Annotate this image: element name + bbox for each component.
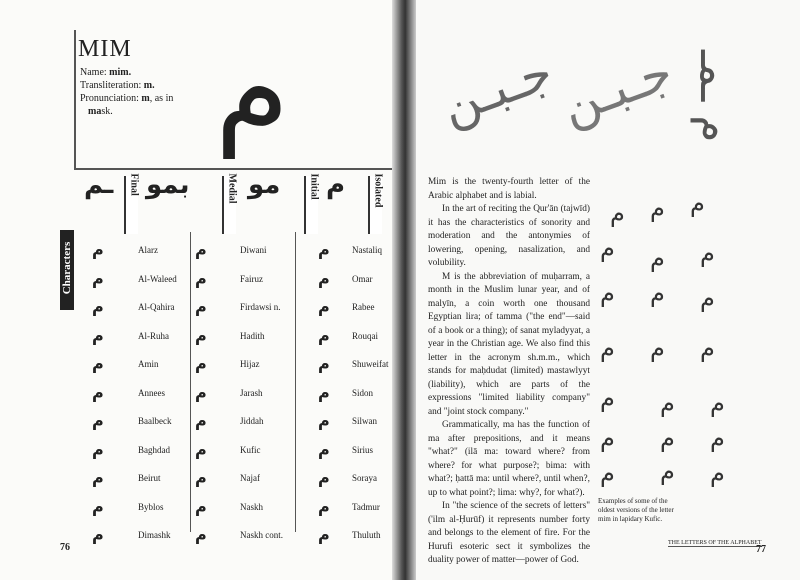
letter-glyph: م [318,354,330,373]
kufic-letter-example: م [650,279,665,307]
font-name: Jarash [240,387,263,398]
form-glyph-medial: بمو [146,170,190,200]
letter-glyph: م [318,525,330,544]
font-name: Dimashk [138,530,171,540]
font-name: Hijaz [240,359,260,369]
form-label-text: Initial [308,173,320,200]
font-name: Nastaliq [352,245,382,255]
letter-glyph: م [92,496,104,516]
font-name: Annees [138,387,165,398]
page-number: 76 [60,542,70,553]
font-name: Shuweifat [352,359,389,369]
divider [74,168,404,170]
page-number: 77 [756,544,766,555]
kufic-letter-example: م [600,424,615,452]
form-label-text: Medial [226,173,238,204]
kufic-letter-example: م [600,334,615,362]
font-name: Firdawsi n. [240,302,281,312]
letter-glyph: م [195,268,207,288]
letter-glyph: م [92,325,104,345]
font-name: Byblos [138,501,164,512]
font-name: Soraya [352,473,377,483]
letter-glyph: م [318,240,330,259]
letter-glyph: م [318,325,330,345]
letter-glyph: م [92,468,104,487]
kufic-letter-example: م [650,334,665,362]
letter-glyph: م [92,525,104,544]
letter-glyph: م [92,411,104,430]
paragraph: Mim is the twenty-fourth letter of the Arabic alphabet and is labial. [428,177,590,201]
font-name: Baghdad [138,444,170,455]
column-divider [190,232,191,532]
letter-glyph: م [318,382,330,402]
font-name: Amin [138,359,159,369]
form-label-text: Final [128,173,140,196]
kufic-letter-example: م [660,457,675,485]
letter-glyph: م [318,268,330,288]
font-name: Tadmur [352,501,380,512]
body-text [428,176,590,568]
calligraphy-sample: جـبـن [433,42,560,136]
letter-glyph: م [92,382,104,402]
kufic-letter-example: م [710,389,725,417]
letter-glyph: م [195,525,207,544]
font-name: Fairuz [240,273,263,284]
letter-glyph: م [92,268,104,288]
kufic-letter-example: م [660,424,675,452]
form-label [304,173,320,234]
kufic-letter-example: م [600,459,615,487]
font-name: Hadith [240,330,265,341]
font-name: Rabee [352,302,375,312]
font-name: Omar [352,273,373,284]
letter-glyph: م [195,439,207,459]
calligraphy-sample: م ـمـ [690,50,741,143]
font-name: Al-Waleed [138,273,177,284]
letter-glyph: م [195,496,207,516]
font-name: Silwan [352,416,378,426]
kufic-letter-example: م [710,424,725,452]
font-name: Beirut [138,473,161,483]
font-name: Naskh cont. [240,530,283,540]
letter-glyph: م [92,439,104,459]
letter-glyph: م [195,325,207,345]
kufic-letter-example: م [600,384,615,412]
font-name: Jiddah [240,416,264,426]
form-glyph-initial: مو [248,170,281,200]
letter-glyph: م [318,439,330,459]
divider [74,30,76,170]
kufic-letter-example: م [660,389,675,417]
kufic-letter-example: م [600,279,615,307]
font-name: Al-Qahira [138,302,175,312]
kufic-letter-example: م [700,239,715,267]
font-name: Sirius [352,444,374,455]
book-gutter [392,0,416,580]
kufic-letter-example: م [650,244,665,272]
letter-glyph: م [318,496,330,516]
letter-glyph: م [195,354,207,373]
form-label-text: Isolated [372,173,384,208]
letter-glyph: م [195,411,207,430]
letter-glyph: م [92,297,104,316]
page-title: MIM [78,36,132,62]
figure-caption: Examples of some of the oldest versions of the letter mim in lapidary Kufic. [598,497,674,523]
letter-glyph: م [195,297,207,316]
font-name: Kufic [240,444,261,455]
font-name: Sidon [352,387,374,398]
letter-glyph: م [92,240,104,259]
font-name: Al-Ruha [138,330,169,341]
letter-glyph: م [92,354,104,373]
form-glyph-isolated: م [326,170,346,200]
running-footer: THE LETTERS OF THE ALPHABET [668,540,762,546]
letter-glyph: م [318,468,330,487]
kufic-letter-example: م [700,284,715,312]
left-page [0,0,398,580]
font-name: Baalbeck [138,416,172,426]
kufic-letter-example: م [700,334,715,362]
column-divider [295,232,296,532]
letter-glyph: م [318,411,330,430]
font-name: Diwani [240,245,267,255]
form-label [368,173,384,234]
letter-glyph: م [318,297,330,316]
form-label [222,173,238,234]
kufic-letter-example: م [600,234,615,262]
font-name: Thuluth [352,530,381,540]
letter-info: Name: mim. Transliteration: m. Pronunciation: m, as in mask. [80,67,174,117]
kufic-letter-example: م [690,189,705,217]
paragraph: Grammatically, ma has the function of ma after prepositions, and it means "what?" (ilā ma: toward where? from where? for what purpose?; bima: with what?; ḥattā ma: until where?, until when?, up to what point?; lima: why?, for what?). [428,420,590,498]
paragraph: In "the science of the secrets of letters" ('ilm al-Ḥurūf) it represents number forty and belongs to the element of fire. For the Hurufi esoteric sect it symbolizes the duality power of matter—power of God. [428,501,590,565]
form-label [124,173,140,234]
kufic-letter-example: م [610,199,625,227]
font-name: Alarz [138,245,158,255]
letter-glyph: م [195,382,207,402]
font-name: Naskh [240,501,263,512]
paragraph: M is the abbreviation of muḥarram, a month in the Muslim lunar year, and of malyīn, a coin worth one thousand Egyptian lira; of tamma ("the end"—said of a book or a thing); of sanat myladyyat, a year in the Christian age. We also find this letter in the acronym sh.m.m., which stands for maḥdudat (limited) mastawlyyt (liability), which are parts of the expressions "limited liability company" and "joint stock company." [428,271,590,417]
font-name: Rouqai [352,330,378,341]
big-letter-glyph: م [215,20,290,159]
paragraph: In the art of reciting the Qur'ān (tajwīd) it has the characteristics of sonority and moderation and the antonymies of lowering, opening, nasalization, and volubility. [428,204,590,268]
kufic-letter-example: م [650,194,665,222]
font-name: Najaf [240,473,260,483]
form-glyph-final: ـم [84,170,114,200]
kufic-letter-example: م [710,459,725,487]
letter-glyph: م [195,240,207,259]
section-tab: Characters [60,230,74,310]
letter-glyph: م [195,468,207,487]
calligraphy-sample: جـبـن [553,42,680,136]
